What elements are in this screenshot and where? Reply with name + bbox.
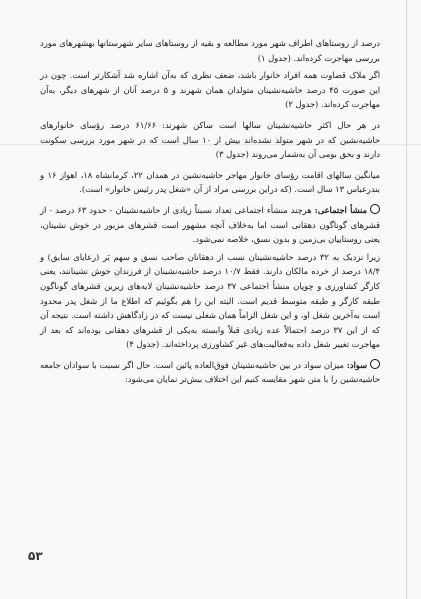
paragraph-4: میانگین سالهای اقامت رؤسای خانوار مهاجر حاشیه‌نشین در همدان ۲۲، کرمانشاه ۱۸، اهواز ۱۶ و بندرعباس ۱۳ سال است. (که دراین بررسی مراد از آن «شغل پدر رئیس خانوار» است). <box>40 169 380 195</box>
paragraph-5 <box>40 203 380 247</box>
paragraph-6: زیرا نزدیک به ۳۲ درصد حاشیه‌نشینان نسب از دهقانان صاحب نسق و سهم بَر (رعایای سابق) و ۱۸/۴ درصد از خرده مالکان دارند. فقط ۱۰/۷ درصد حاشیه‌نشینان از فرزندان خوش نشینانند، یعنی کارگر کشاورزی و چوپان منشأ اجتماعی ۳۷ درصد حاشیه‌نشینان لایه‌های زیرین قشرهای گوناگون طبقه کارگر و طبقه متوسط قدیم است. البته این را هم بگوئیم که اطلاع ما از شغل پدر محدود است به‌آخرین شغل او، و این شغل الزاماً همان شغلی نیست که در زادگاهش داشته است. نتیجه آن که از این ۳۷ درصد احتمالاً عده زیادی قبلاً وابسته به‌یکی از قشرهای دهقانی بوده‌اند که بعد از مهاجرت تغییر شغل داده به‌فعالیت‌های غیر کشاورزی پرداخته‌اند. (جدول ۴) <box>40 251 381 350</box>
paragraph-5-text: هرچند منشأء اجتماعی تعداد نسبتاً زیادی از حاشیه‌نشینان - حدود ۶۳ درصد - از قشرهای گوناگون دهقانی است اما به‌خلاف آنچه مشهور است قشرهای مزبور در خوش نشینان، یعنی روستاییان بی‌زمین و بدون نسق، خلاصه نمی‌شود. <box>40 204 380 245</box>
paragraph-7 <box>40 358 380 387</box>
page-edge-line <box>406 0 407 599</box>
page-number: ۵۳ <box>28 549 43 563</box>
paragraph-2: اگر ملاک قضاوت همه افراد خانوار باشد، ضعف نظری که به‌آن اشاره شد آشکارتر است. چون در این صورت ۴۵ درصد حاشیه‌نشینان متولدان همان شهرند و ۵ درصد آنان از شهرهای دیگر، به‌آن مهاجرت کرده‌اند. (جدول ۲) <box>40 70 381 110</box>
bullet-circle-icon <box>370 359 380 369</box>
paragraph-7-text: میزان سواد در بین حاشیه‌نشینان فوق‌العاده پائین است. حال اگر نسبت با سوادان جامعه حاشیه‌نشین را با متن شهر مقایسه کنیم این اختلاف بیش‌تر نمایان می‌شود: <box>40 359 380 385</box>
bullet-circle-icon <box>370 204 380 214</box>
paragraph-3: در هر حال اکثر حاشیه‌نشینان سالها است ساکن شهرند: ۶۱/۶۶ درصد رؤسای خانوارهای حاشیه‌نشین که در شهر متولد نشده‌اند بیش از ۱۰ سال است که در شهر مورد بررسی سکونت دارند و بحق بومی آن به‌شمار می‌روند (جدول ۳) <box>40 119 380 160</box>
body-text <box>40 36 380 390</box>
paragraph-1: درصد از روستاهای اطراف شهر مورد مطالعه و بقیه از روستاهای سایر شهرستانها بهشهرهای مورد بررسی مهاجرت کرده‌اند. (جدول ۱) <box>40 38 380 63</box>
section-lead-social-origin: منشأ اجتماعی: <box>314 204 367 215</box>
section-lead-literacy: سواد: <box>346 359 367 370</box>
